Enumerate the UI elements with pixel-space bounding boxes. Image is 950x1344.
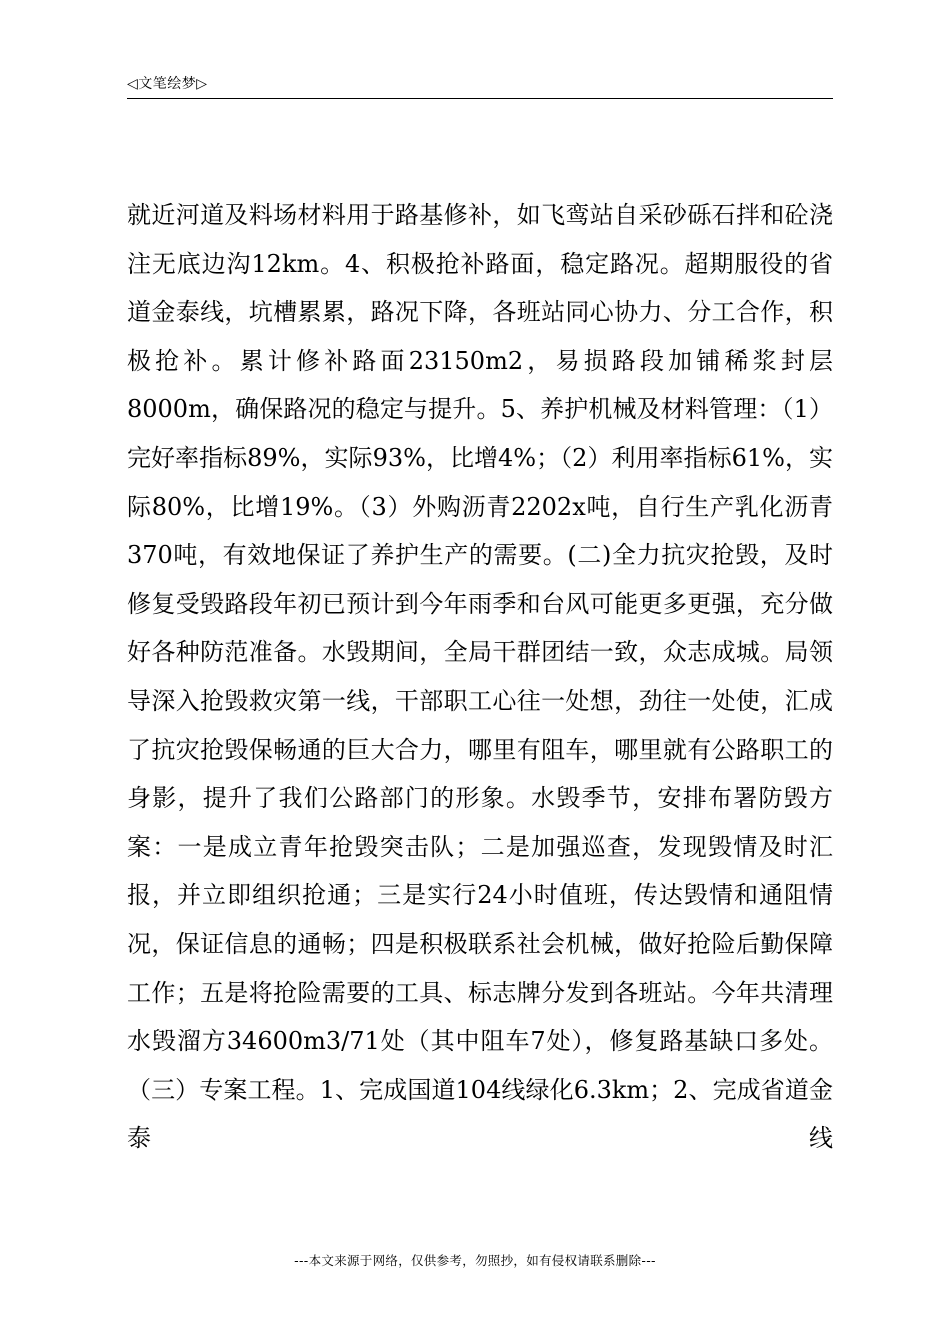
page-header <box>127 74 833 99</box>
header-title: ◁文笔绘梦▷ <box>127 76 208 92</box>
body-paragraph: 就近河道及料场材料用于路基修补，如飞鸾站自采砂砾石拌和砼浇注无底边沟12km。4、积极抢补路面，稳定路况。超期服役的省道金泰线，坑槽累累，路况下降，各班站同心协力、分工合作，积极抢补。累计修补路面23150m2，易损路段加铺稀浆封层8000m，确保路况的稳定与提升。5、养护机械及材料管理：（1）完好率指标89%，实际93%，比增4%；（2）利用率指标61%，实际80%，比增19%。（3）外购沥青2202x吨，自行生产乳化沥青370吨，有效地保证了养护生产的需要。(二)全力抗灾抢毁，及时修复受毁路段年初已预计到今年雨季和台风可能更多更强，充分做好各种防范准备。水毁期间，全局干群团结一致，众志成城。局领导深入抢毁救灾第一线，干部职工心往一处想，劲往一处使，汇成了抗灾抢毁保畅通的巨大合力，哪里有阻车，哪里就有公路职工的身影，提升了我们公路部门的形象。水毁季节，安排布署防毁方案：一是成立青年抢毁突击队；二是加强巡查，发现毁情及时汇报，并立即组织抢通；三是实行24小时值班，传达毁情和通阻情况，保证信息的通畅；四是积极联系社会机械，做好抢险后勤保障工作；五是将抢险需要的工具、标志牌分发到各班站。今年共清理水毁溜方34600m3/71处（其中阻车7处），修复路基缺口多处。（三）专案工程。1、完成国道104线绿化6.3km；2、完成省道金泰线 <box>127 201 833 1153</box>
page-footer: ---本文来源于网络，仅供参考，勿照抄，如有侵权请联系删除--- <box>294 1253 656 1268</box>
